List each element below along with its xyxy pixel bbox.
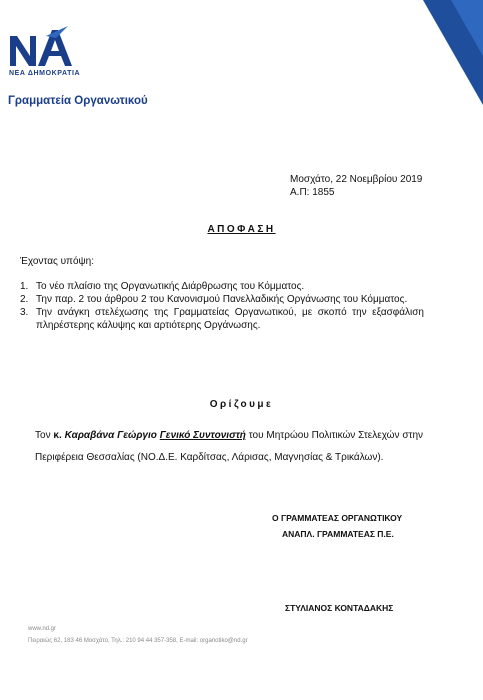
list-item-text: Την ανάγκη στελέχωσης της Γραμματείας Οργανωτικού, με σκοπό την εξασφάλιση πληρέστερης κάλυψης και αρτιότερης Οργάνωσης. — [36, 307, 424, 331]
footer-website: www.nd.gr — [28, 626, 57, 632]
list-item — [20, 280, 424, 293]
nd-logo-mark — [8, 26, 80, 68]
list-item-number: 2. — [20, 294, 29, 305]
decree-paragraph — [35, 425, 423, 469]
reference-number: Α.Π: 1855 — [290, 187, 335, 198]
decree-prefix: Τον — [35, 430, 54, 441]
appointee-name: Καραβάνα Γεώργιο — [64, 430, 157, 441]
list-item-number: 1. — [20, 281, 29, 292]
signer-name: ΣΤΥΛΙΑΝΟΣ ΚΟΝΤΑΔΑΚΗΣ — [285, 603, 394, 613]
appointee-role: Γενικό Συντονιστή — [159, 430, 246, 441]
decree-rest: του Μητρώου Πολιτικών Στελεχών στην Περιφέρεια Θεσσαλίας (ΝΟ.Δ.Ε. Καρδίτσας, Λάρισας, Μαγνησίας & Τρικάλων). — [35, 430, 424, 463]
signer-title-1: Ο ΓΡΑΜΜΑΤΕΑΣ ΟΡΓΑΝΩΤΙΚΟΥ — [272, 513, 403, 523]
decree-title: Ορίζουμε — [209, 399, 274, 410]
list-item-text: Την παρ. 2 του άρθρου 2 του Κανονισμού Πανελλαδικής Οργάνωσης του Κόμματος. — [36, 294, 408, 305]
department-title: Γραμματεία Οργανωτικού — [8, 95, 148, 107]
nd-logo-text: ΝΕΑ ΔΗΜΟΚΡΑΤΙΑ — [9, 70, 81, 77]
corner-decoration — [413, 0, 483, 105]
considerations-list — [20, 280, 424, 332]
footer-address: Πειραιώς 62, 183 46 Μοσχάτο, Τηλ.: 210 94 44 357-358, E-mail: organotiko@nd.gr — [28, 638, 248, 644]
considering-label: Έχοντας υπόψη: — [20, 256, 94, 267]
nd-logo — [8, 26, 80, 77]
decision-title: ΑΠΟΦΑΣΗ — [207, 224, 276, 235]
list-item — [20, 306, 424, 332]
list-item-text: Το νέο πλαίσιο της Οργανωτικής Διάρθρωσης του Κόμματος. — [36, 281, 305, 292]
date-block — [290, 173, 422, 199]
signer-title-2: ΑΝΑΠΛ. ΓΡΑΜΜΑΤΕΑΣ Π.Ε. — [282, 529, 394, 539]
date-line: Μοσχάτο, 22 Νοεμβρίου 2019 — [290, 174, 423, 185]
list-item-number: 3. — [20, 307, 29, 318]
footer — [28, 623, 248, 647]
list-item — [20, 293, 424, 306]
decree-honorific: κ. — [53, 430, 62, 441]
